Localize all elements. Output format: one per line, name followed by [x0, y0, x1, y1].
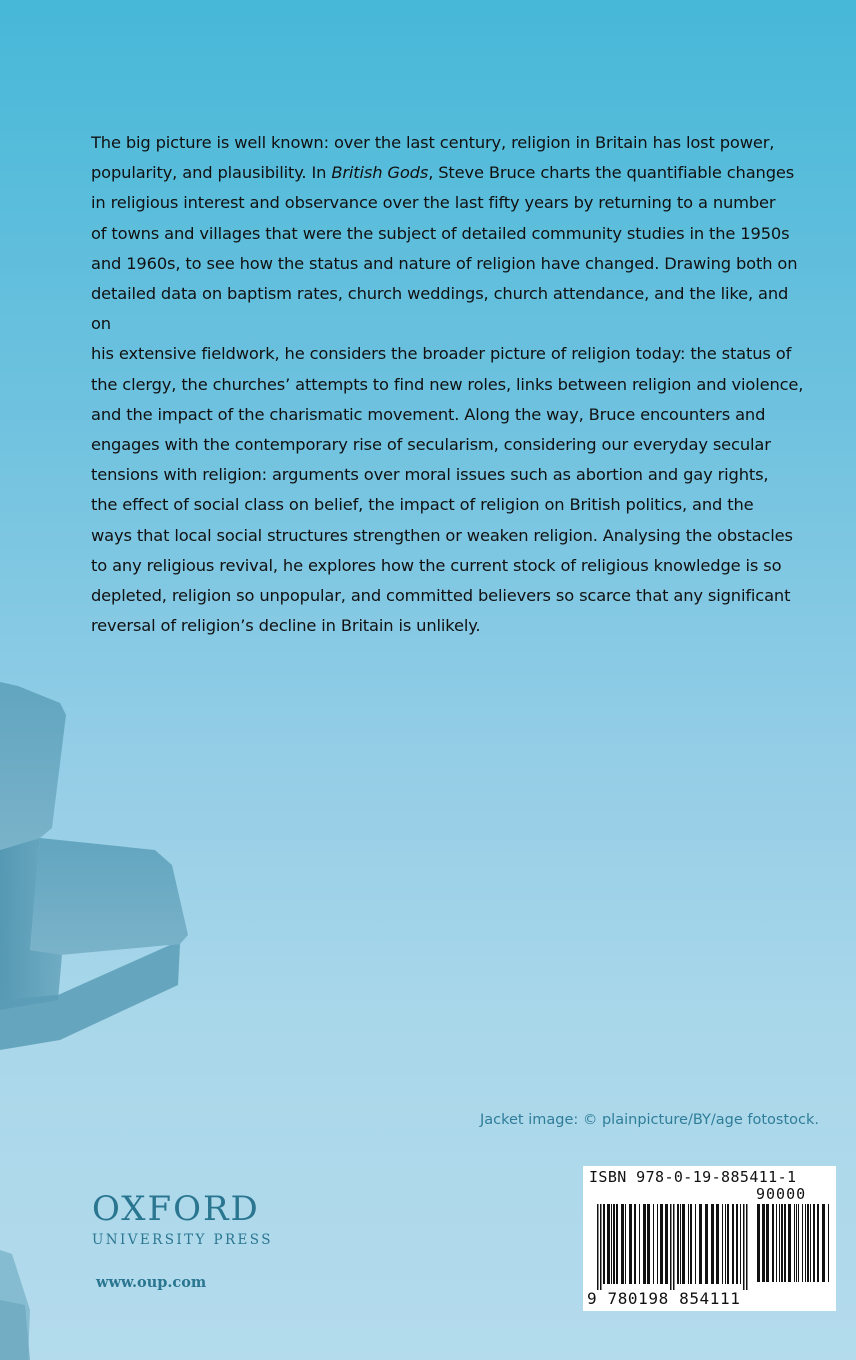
- blurb-text-run: tensions with religion: arguments over moral issues such as abortion and gay rights,: [91, 465, 769, 485]
- blurb-text-run: the effect of social class on belief, the impact of religion on British politics, and the: [91, 495, 754, 515]
- blurb-text-run: his extensive fieldwork, he considers the broader picture of religion today: the status of: [91, 344, 792, 364]
- barcode-bar: [660, 1204, 663, 1284]
- barcode-bar: [746, 1204, 748, 1290]
- barcode-bar: [680, 1204, 681, 1284]
- blurb-line: [91, 128, 811, 158]
- blurb-text-run: to any religious revival, he explores how the current stock of religious knowledge is so: [91, 555, 782, 575]
- blurb-line: [91, 158, 811, 188]
- barcode-bar: [603, 1204, 605, 1284]
- barcode-bar: [828, 1204, 829, 1282]
- barcode-bar: [699, 1204, 702, 1284]
- blurb-line: [91, 490, 811, 520]
- barcode-bar: [629, 1204, 632, 1284]
- blurb-text-run: , Steve Bruce charts the quantifiable changes: [428, 163, 795, 183]
- barcode-bar: [695, 1204, 696, 1284]
- barcode-bar: [805, 1204, 806, 1282]
- barcode-bar: [634, 1204, 636, 1284]
- blurb-text-run: and 1960s, to see how the status and nature of religion have changed. Drawing both on: [91, 253, 798, 273]
- barcode-bar: [743, 1204, 745, 1290]
- ean-number: 9 780198 854111: [587, 1289, 741, 1308]
- barcode-bar: [607, 1204, 610, 1284]
- blurb-text-run: of towns and villages that were the subject of detailed community studies in the 1950s: [91, 223, 790, 243]
- blurb-line: [91, 611, 811, 641]
- blurb-text-run: popularity, and plausibility. In: [91, 163, 332, 183]
- barcode-bar: [796, 1204, 797, 1282]
- barcode-bar: [772, 1204, 774, 1282]
- barcode-bar: [788, 1204, 791, 1282]
- barcode-bar: [722, 1204, 723, 1284]
- blurb-line: [91, 370, 811, 400]
- blurb-text: [91, 128, 811, 641]
- barcode-bar: [716, 1204, 719, 1284]
- oxford-university-press-logo: [92, 1190, 273, 1250]
- barcode-bar: [813, 1204, 815, 1282]
- barcode-bar: [740, 1204, 741, 1284]
- barcode-bar: [597, 1204, 599, 1290]
- barcode-bar: [621, 1204, 624, 1284]
- barcode-bar: [822, 1204, 825, 1282]
- price-code-text: 90000: [756, 1185, 807, 1203]
- blurb-text-run: the clergy, the churches’ attempts to find new roles, links between religion and violence,: [91, 374, 804, 394]
- barcode-bar: [639, 1204, 640, 1284]
- barcode-bar: [807, 1204, 809, 1282]
- barcode-bar: [725, 1204, 726, 1284]
- isbn-text: ISBN 978-0-19-885411-1: [589, 1168, 797, 1186]
- blurb-text-run: depleted, religion so unpopular, and committed believers so scarce that any significant: [91, 586, 791, 606]
- jacket-image-credit: Jacket image: © plainpicture/BY/age fotostock.: [479, 1112, 819, 1128]
- barcode-bar: [688, 1204, 689, 1284]
- barcode-bar: [613, 1204, 615, 1284]
- barcode-bar: [794, 1204, 795, 1282]
- blurb-text-run: detailed data on baptism rates, church weddings, church attendance, and the like, and on: [91, 284, 789, 334]
- barcode-bar: [798, 1204, 799, 1282]
- barcode-bar: [657, 1204, 658, 1284]
- barcode-bar: [690, 1204, 692, 1284]
- blurb-line: [91, 430, 811, 460]
- barcode-bar: [802, 1204, 803, 1282]
- barcode-bar: [682, 1204, 685, 1284]
- blurb-text-run: and the impact of the charismatic movement. Along the way, Bruce encounters and: [91, 404, 766, 424]
- barcode-bar: [711, 1204, 714, 1284]
- blurb-line: [91, 339, 811, 369]
- barcode-bar: [673, 1204, 675, 1290]
- barcode-bar: [781, 1204, 783, 1282]
- blurb-text-run: reversal of religion’s decline in Britain is unlikely.: [91, 616, 481, 636]
- barcode-bar: [643, 1204, 646, 1284]
- barcode-bar: [705, 1204, 708, 1284]
- blurb-line: [91, 521, 811, 551]
- logo-university-press: UNIVERSITY PRESS: [92, 1232, 273, 1248]
- blurb-line: [91, 279, 811, 339]
- barcode-bar: [665, 1204, 668, 1284]
- barcode-bar: [776, 1204, 777, 1282]
- barcode-bar: [736, 1204, 738, 1284]
- barcode-bar: [653, 1204, 654, 1284]
- barcode-bar: [600, 1204, 602, 1290]
- publisher-url: www.oup.com: [96, 1274, 207, 1291]
- blurb-text-run: engages with the contemporary rise of secularism, considering our everyday secular: [91, 435, 771, 455]
- blurb-line: [91, 188, 811, 218]
- barcode-bar: [757, 1204, 760, 1282]
- barcode-bar: [732, 1204, 734, 1284]
- barcode-bar: [677, 1204, 679, 1284]
- blurb-line: [91, 581, 811, 611]
- barcode-bar: [625, 1204, 626, 1284]
- blurb-text-run: in religious interest and observance over the last fifty years by returning to a number: [91, 193, 776, 213]
- barcode-bar: [779, 1204, 780, 1282]
- barcode-bar: [810, 1204, 811, 1282]
- barcode-bar: [616, 1204, 618, 1284]
- blurb-line: [91, 551, 811, 581]
- barcode-bar: [784, 1204, 786, 1282]
- blurb-line: [91, 249, 811, 279]
- logo-oxford-wordmark: OXFORD: [92, 1189, 260, 1229]
- barcode-bar: [670, 1204, 672, 1290]
- barcode-bar: [762, 1204, 765, 1282]
- barcode-bar: [727, 1204, 729, 1284]
- blurb-line: [91, 460, 811, 490]
- blurb-line: [91, 219, 811, 249]
- book-title-italic: British Gods: [331, 163, 429, 183]
- barcode-bar: [647, 1204, 650, 1284]
- barcode-bar: [817, 1204, 819, 1282]
- barcode-bar: [611, 1204, 612, 1284]
- isbn-barcode: [583, 1166, 836, 1311]
- barcode-bar: [766, 1204, 769, 1282]
- blurb-text-run: ways that local social structures strengthen or weaken religion. Analysing the obstacles: [91, 525, 793, 545]
- blurb-line: [91, 400, 811, 430]
- blurb-text-run: The big picture is well known: over the last century, religion in Britain has lost power,: [91, 133, 775, 152]
